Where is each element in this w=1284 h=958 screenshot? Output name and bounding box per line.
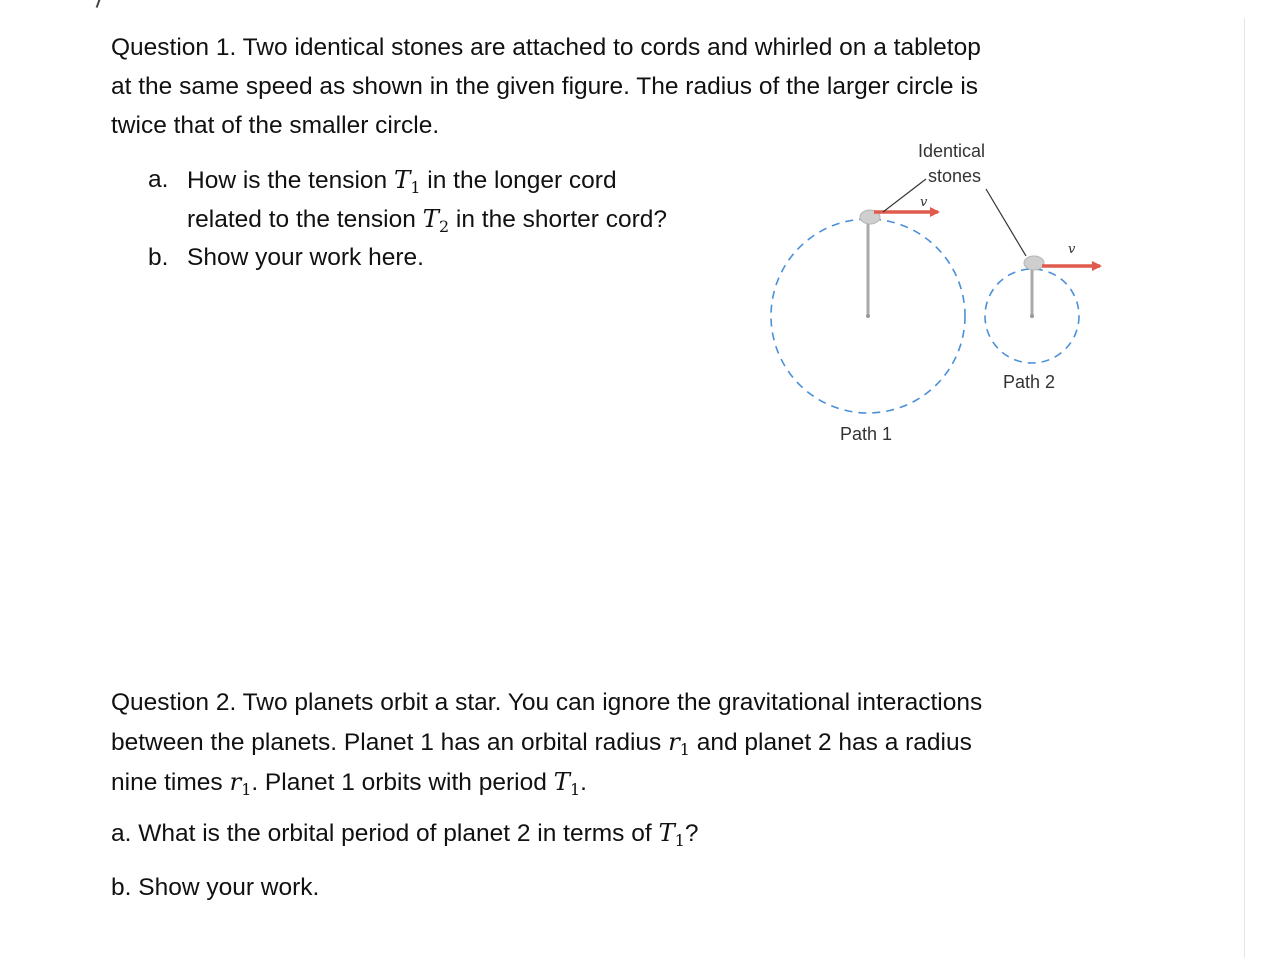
question-2-line-3: nine times $r_1$. Planet 1 orbits with period $T_1$.: [111, 767, 587, 799]
tension-t2-symbol: $T_2$: [422, 204, 450, 236]
question-1-line-3: twice that of the smaller circle.: [111, 112, 440, 139]
part-a-marker: a.: [148, 166, 169, 193]
question-2-part-a: a. What is the orbital period of planet 2 in terms of $T_1$?: [111, 818, 699, 850]
part-a-text-1: How is the tension: [187, 167, 394, 194]
label-pointer-2: [986, 189, 1026, 256]
question-2-part-b: b. Show your work.: [111, 874, 320, 901]
part-a-text-4: in the shorter cord?: [449, 206, 668, 233]
corner-mark: [96, 0, 103, 8]
question-1-line-1: Question 1. Two identical stones are attached to cords and whirled on a tabletop: [111, 34, 981, 61]
stones-figure: [760, 132, 1120, 452]
question-1-part-b: [148, 239, 667, 277]
question-1-line-2: at the same speed as shown in the given figure. The radius of the larger circle is: [111, 73, 979, 100]
question-2-text: [111, 683, 1101, 802]
pivot-2: [1030, 314, 1034, 318]
radius-r1-symbol: $r_1$: [668, 727, 690, 759]
pivot-1: [866, 314, 870, 318]
velocity-label-1: v: [920, 195, 928, 210]
period-t1-symbol-2: $T_1$: [658, 818, 685, 850]
path-2-label: Path 2: [1003, 372, 1056, 392]
label-stones: stones: [928, 166, 982, 186]
label-identical: Identical: [918, 141, 986, 161]
part-a-text-2: in the longer cord: [420, 167, 617, 194]
question-2-line-1: Question 2. Two planets orbit a star. You can ignore the gravitational interactions: [111, 689, 983, 716]
page-edge-rule: [1244, 18, 1245, 958]
question-1-parts: [148, 161, 667, 277]
question-1-text: [111, 28, 1101, 145]
tension-t1-symbol: $T_1$: [394, 165, 421, 197]
part-b-marker: b.: [148, 244, 169, 271]
velocity-label-2: v: [1068, 242, 1076, 257]
stone-2: [1024, 256, 1044, 270]
part-a-text-3: related to the tension: [187, 206, 423, 233]
part-b-text: Show your work here.: [187, 244, 424, 271]
period-t1-symbol: $T_1$: [553, 767, 581, 799]
path-1-label: Path 1: [840, 424, 893, 444]
question-2-line-2: between the planets. Planet 1 has an orbital radius $r_1$ and planet 2 has a radius: [111, 727, 972, 759]
question-1-part-a: [148, 161, 667, 239]
radius-r1-symbol-2: $r_1$: [229, 767, 252, 799]
